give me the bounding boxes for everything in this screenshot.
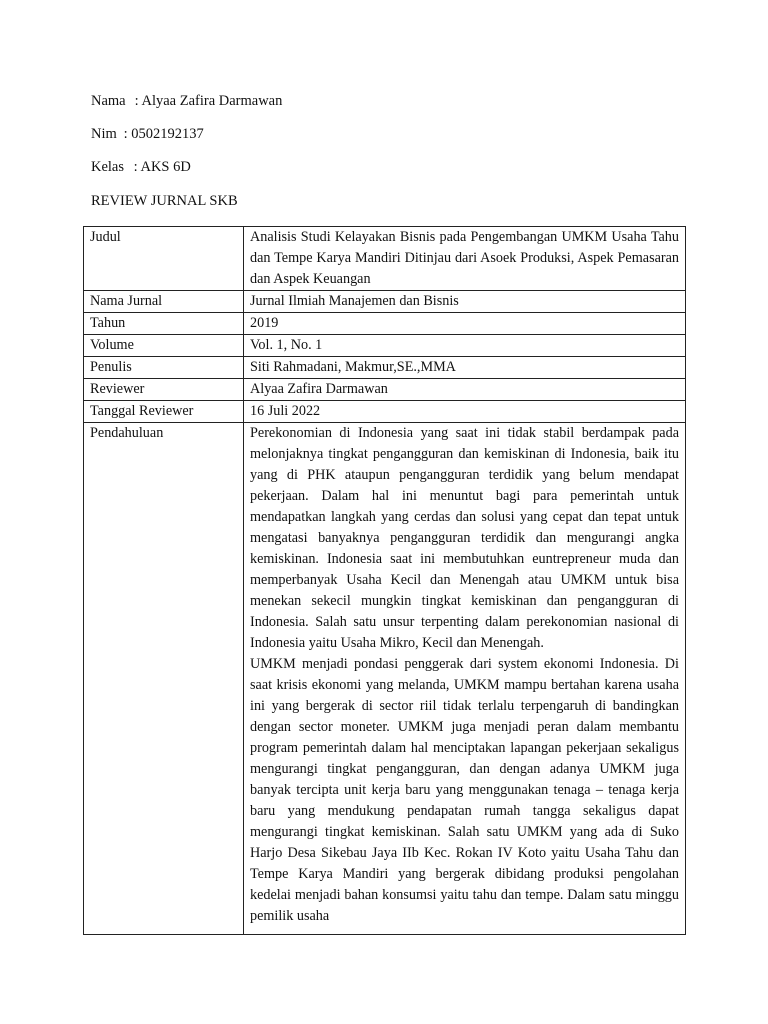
row-value-pendahuluan: [244, 423, 686, 935]
table-row-penulis: [84, 357, 686, 379]
table-row-volume: [84, 335, 686, 357]
row-value: Jurnal Ilmiah Manajemen dan Bisnis: [244, 291, 686, 313]
kelas-label: Kelas: [91, 159, 125, 175]
table-row-tahun: [84, 313, 686, 335]
row-key: Tanggal Reviewer: [84, 401, 244, 423]
row-key: Tahun: [84, 313, 244, 335]
row-key: Volume: [84, 335, 244, 357]
row-value: Vol. 1, No. 1: [244, 335, 686, 357]
row-key: Penulis: [84, 357, 244, 379]
nama-label: Nama: [91, 93, 126, 109]
kelas-value: : AKS 6D: [133, 159, 191, 175]
row-value: Analisis Studi Kelayakan Bisnis pada Pengembangan UMKM Usaha Tahu dan Tempe Karya Mandiri Ditinjau dari Asoek Produksi, Aspek Pemasaran dan Aspek Keuangan: [244, 227, 686, 291]
table-row-tanggal-reviewer: [84, 401, 686, 423]
row-value: 16 Juli 2022: [244, 401, 686, 423]
row-value: Siti Rahmadani, Makmur,SE.,MMA: [244, 357, 686, 379]
row-value: Alyaa Zafira Darmawan: [244, 379, 686, 401]
nama-value: : Alyaa Zafira Darmawan: [134, 93, 283, 109]
table-row-reviewer: [84, 379, 686, 401]
review-title: REVIEW JURNAL SKB: [91, 193, 238, 209]
kelas-line: [91, 158, 191, 176]
pendahuluan-paragraph-2: UMKM menjadi pondasi penggerak dari system ekonomi Indonesia. Di saat krisis ekonomi yang melanda, UMKM mampu bertahan karena usaha ini yang bergerak di sector riil tidak terlalu terpengaruh di bandingkan dengan sector moneter. UMKM juga menjadi peran dalam membantu program pemerintah dalam hal menciptakan lapangan pekerjaan sekaligus mengurangi tingkat pengangguran, dan dengan adanya UMKM juga banyak tercipta unit kerja baru yang menggunakan tenaga – tenaga kerja baru yang mendukung pendapatan rumah tangga sekaligus dapat mengurangi tingkat kemiskinan. Salah satu UMKM yang ada di Suko Harjo Desa Sikebau Jaya IIb Kec. Rokan IV Koto yaitu Usaha Tahu dan Tempe Karya Mandiri yang bergerak dibidang produksi pengolahan kedelai menjadi bahan konsumsi yaitu tahu dan tempe. Dalam satu minggu pemilik usaha: [250, 656, 679, 924]
nama-line: [91, 92, 282, 110]
nim-label: Nim: [91, 126, 117, 142]
row-key: Pendahuluan: [84, 423, 244, 935]
row-key: Reviewer: [84, 379, 244, 401]
row-value: 2019: [244, 313, 686, 335]
table-row-pendahuluan: [84, 423, 686, 935]
table-row-nama-jurnal: [84, 291, 686, 313]
review-table: [83, 226, 686, 935]
table-row-judul: [84, 227, 686, 291]
row-key: Nama Jurnal: [84, 291, 244, 313]
row-key: Judul: [84, 227, 244, 291]
pendahuluan-paragraph-1: Perekonomian di Indonesia yang saat ini tidak stabil berdampak pada melonjaknya tingkat pengangguran dan kemiskinan di Indonesia, baik itu yang di PHK ataupun pengangguran terdidik yang belum mendapat pekerjaan. Dalam hal ini menuntut bagi para pemerintah untuk mendapatkan langkah yang cerdas dan solusi yang cepat dan tepat untuk mengatasi banyaknya pengangguran terdidik dan mengurangi angka kemiskinan. Indonesia saat ini membutuhkan euntrepreneur muda dan memperbanyak Usaha Kecil dan Menengah atau UMKM untuk bisa menekan sekecil mungkin tingkat kemiskinan dan pengangguran di Indonesia. Salah satu unsur terpenting dalam perekonomian nasional di Indonesia yaitu Usaha Mikro, Kecil dan Menengah.: [250, 425, 679, 651]
nim-line: [91, 125, 204, 143]
nim-value: : 0502192137: [123, 126, 204, 142]
